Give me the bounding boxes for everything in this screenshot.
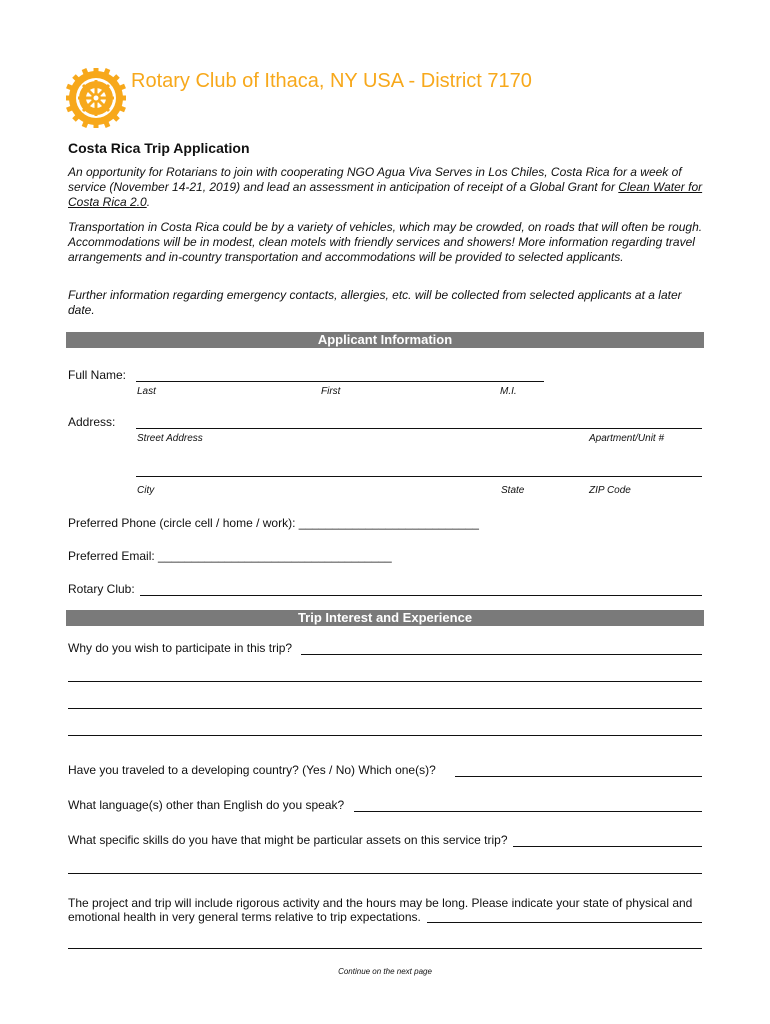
transport-paragraph: Transportation in Costa Rica could be by a variety of vehicles, which may be crowded, on roads that will often be rough. Accommodations will be in modest, clean motels with friendly services and showers! More information regarding travel arrangements and in-country transportation and accommodations will be provided to selected applicants. <box>68 220 703 264</box>
street-address-field[interactable] <box>136 428 702 429</box>
skills-question: What specific skills do you have that might be particular assets on this service trip? <box>68 833 508 847</box>
full-name-field[interactable] <box>136 381 544 382</box>
grant-name-link: Clean Water for Costa Rica 2.0 <box>68 180 703 209</box>
full-name-label: Full Name: <box>68 368 127 382</box>
apartment-caption: Apartment/Unit # <box>589 433 665 444</box>
skills-answer-line[interactable] <box>513 846 702 847</box>
email-row <box>68 549 392 563</box>
why-answer-line[interactable] <box>68 681 702 682</box>
email-label: Preferred Email: <box>68 549 155 563</box>
city-state-zip-field[interactable] <box>136 476 702 477</box>
why-answer-line[interactable] <box>68 708 702 709</box>
health-question-line-1: The project and trip will include rigorous activity and the hours may be long. Please indicate your state of physical and <box>68 896 693 910</box>
first-name-caption: First <box>321 386 341 397</box>
phone-row <box>68 516 479 530</box>
trip-interest-heading: Trip Interest and Experience <box>66 610 704 626</box>
traveled-answer-line[interactable] <box>455 776 702 777</box>
state-caption: State <box>501 485 525 496</box>
language-question: What language(s) other than English do you speak? <box>68 798 345 812</box>
health-question-line-2: emotional health in very general terms relative to trip expectations. <box>68 910 421 924</box>
language-answer-line[interactable] <box>354 811 702 812</box>
further-info-paragraph: Further information regarding emergency contacts, allergies, etc. will be collected from selected applicants at a later date. <box>68 288 682 317</box>
traveled-question: Have you traveled to a developing country? (Yes / No) Which one(s)? <box>68 763 436 777</box>
rotary-club-field[interactable] <box>140 595 702 596</box>
zip-caption: ZIP Code <box>589 485 631 496</box>
why-answer-line[interactable] <box>68 735 702 736</box>
street-address-caption: Street Address <box>137 433 203 444</box>
intro-end: . <box>146 195 151 209</box>
applicant-info-heading: Applicant Information <box>66 332 704 348</box>
last-name-caption: Last <box>137 386 156 397</box>
health-answer-line[interactable] <box>68 948 702 949</box>
intro-paragraph <box>68 165 704 210</box>
page-title: Costa Rica Trip Application <box>68 140 250 156</box>
continue-note: Continue on the next page <box>338 967 432 976</box>
why-question: Why do you wish to participate in this trip? <box>68 641 293 655</box>
org-title: Rotary Club of Ithaca, NY USA - District 7170 <box>131 70 532 92</box>
rotary-wheel-icon <box>66 68 126 128</box>
middle-initial-caption: M.I. <box>500 386 517 397</box>
phone-field[interactable]: ___________________________ <box>298 516 479 530</box>
why-answer-line[interactable] <box>301 654 702 655</box>
address-label: Address: <box>68 415 116 429</box>
health-answer-line[interactable] <box>427 922 702 923</box>
intro-text: An opportunity for Rotarians to join with cooperating NGO Agua Viva Serves in Los Chiles, Costa Rica for a week of service (November 14-21, 2019) and lead an assessment in anticipation of receipt of a Global Grant for <box>68 165 682 194</box>
city-caption: City <box>137 485 155 496</box>
rotary-club-label: Rotary Club: <box>68 582 135 596</box>
skills-answer-line[interactable] <box>68 873 702 874</box>
phone-label: Preferred Phone (circle cell / home / work): <box>68 516 296 530</box>
email-field[interactable]: ___________________________________ <box>158 549 392 563</box>
